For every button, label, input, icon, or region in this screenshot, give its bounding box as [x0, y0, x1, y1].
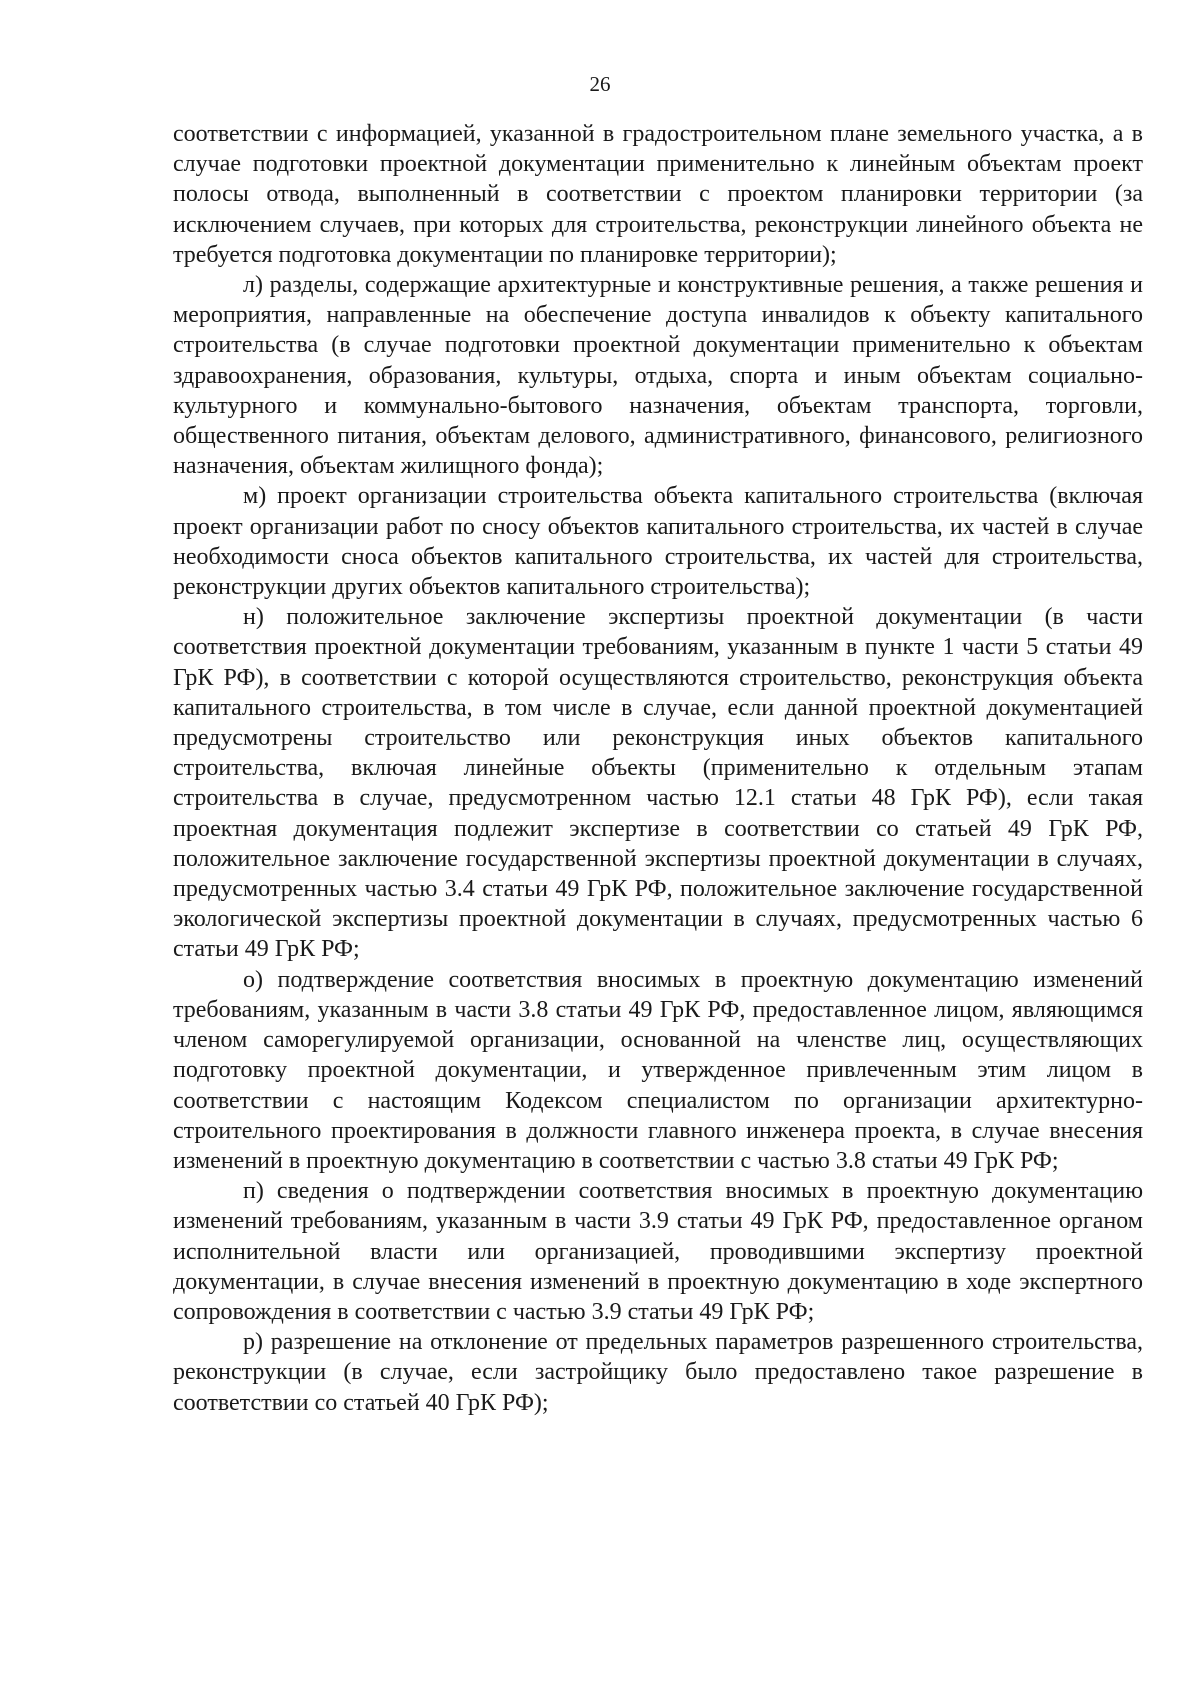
page-number: 26	[589, 72, 611, 96]
paragraph-item-l: л) разделы, содержащие архитектурные и конструктивные решения, а также решения и мероприятия, направленные на обеспечение доступа инвалидов к объекту капитального строительства (в случае подготовки проектной документации применительно к объектам здравоохранения, образования, культуры, отдыха, спорта и иным объектам социально-культурного и коммунально-бытового назначения, объектам транспорта, торговли, общественного питания, объектам делового, административного, финансового, религиозного назначения, объектам жилищного фонда);	[173, 272, 1143, 480]
document-body	[173, 119, 1143, 1418]
paragraph-item-o: о) подтверждение соответствия вносимых в проектную документацию изменений требованиям, указанным в части 3.8 статьи 49 ГрК РФ, предоставленное лицом, являющимся членом саморегулируемой организации, основанной на членстве лиц, осуществляющих подготовку проектной документации, и утвержденное привлеченным этим лицом в соответствии с настоящим Кодексом специалистом по организации архитектурно-строительного проектирования в должности главного инженера проекта, в случае внесения изменений в проектную документацию в соответствии с частью 3.8 статьи 49 ГрК РФ;	[173, 966, 1143, 1174]
paragraph-item-p: п) сведения о подтверждении соответствия вносимых в проектную документацию изменений требованиям, указанным в части 3.9 статьи 49 ГрК РФ, предоставленное органом исполнительной власти или организацией, проводившими экспертизу проектной документации, в случае внесения изменений в проектную документацию в ходе экспертного сопровождения в соответствии с частью 3.9 статьи 49 ГрК РФ;	[173, 1178, 1143, 1325]
paragraph-item-r: р) разрешение на отклонение от предельных параметров разрешенного строительства, реконструкции (в случае, если застройщику было предоставлено такое разрешение в соответствии со статьей 40 ГрК РФ);	[173, 1329, 1143, 1416]
paragraph-continuation: соответствии с информацией, указанной в градостроительном плане земельного участка, а в случае подготовки проектной документации применительно к линейным объектам проект полосы отвода, выполненный в соответствии с проектом планировки территории (за исключением случаев, при которых для строительства, реконструкции линейного объекта не требуется подготовка документации по планировке территории);	[173, 121, 1143, 268]
paragraph-item-n: н) положительное заключение экспертизы проектной документации (в части соответствия проектной документации требованиям, указанным в пункте 1 части 5 статьи 49 ГрК РФ), в соответствии с которой осуществляются строительство, реконструкция объекта капитального строительства, в том числе в случае, если данной проектной документацией предусмотрены строительство или реконструкция иных объектов капитального строительства, включая линейные объекты (применительно к отдельным этапам строительства в случае, предусмотренном частью 12.1 статьи 48 ГрК РФ), если такая проектная документация подлежит экспертизе в соответствии со статьей 49 ГрК РФ, положительное заключение государственной экспертизы проектной документации в случаях, предусмотренных частью 3.4 статьи 49 ГрК РФ, положительное заключение государственной экологической экспертизы проектной документации в случаях, предусмотренных частью 6 статьи 49 ГрК РФ;	[173, 604, 1143, 963]
paragraph-item-m: м) проект организации строительства объекта капитального строительства (включая проект организации работ по сносу объектов капитального строительства, их частей в случае необходимости сноса объектов капитального строительства, их частей для строительства, реконструкции других объектов капитального строительства);	[173, 483, 1143, 601]
